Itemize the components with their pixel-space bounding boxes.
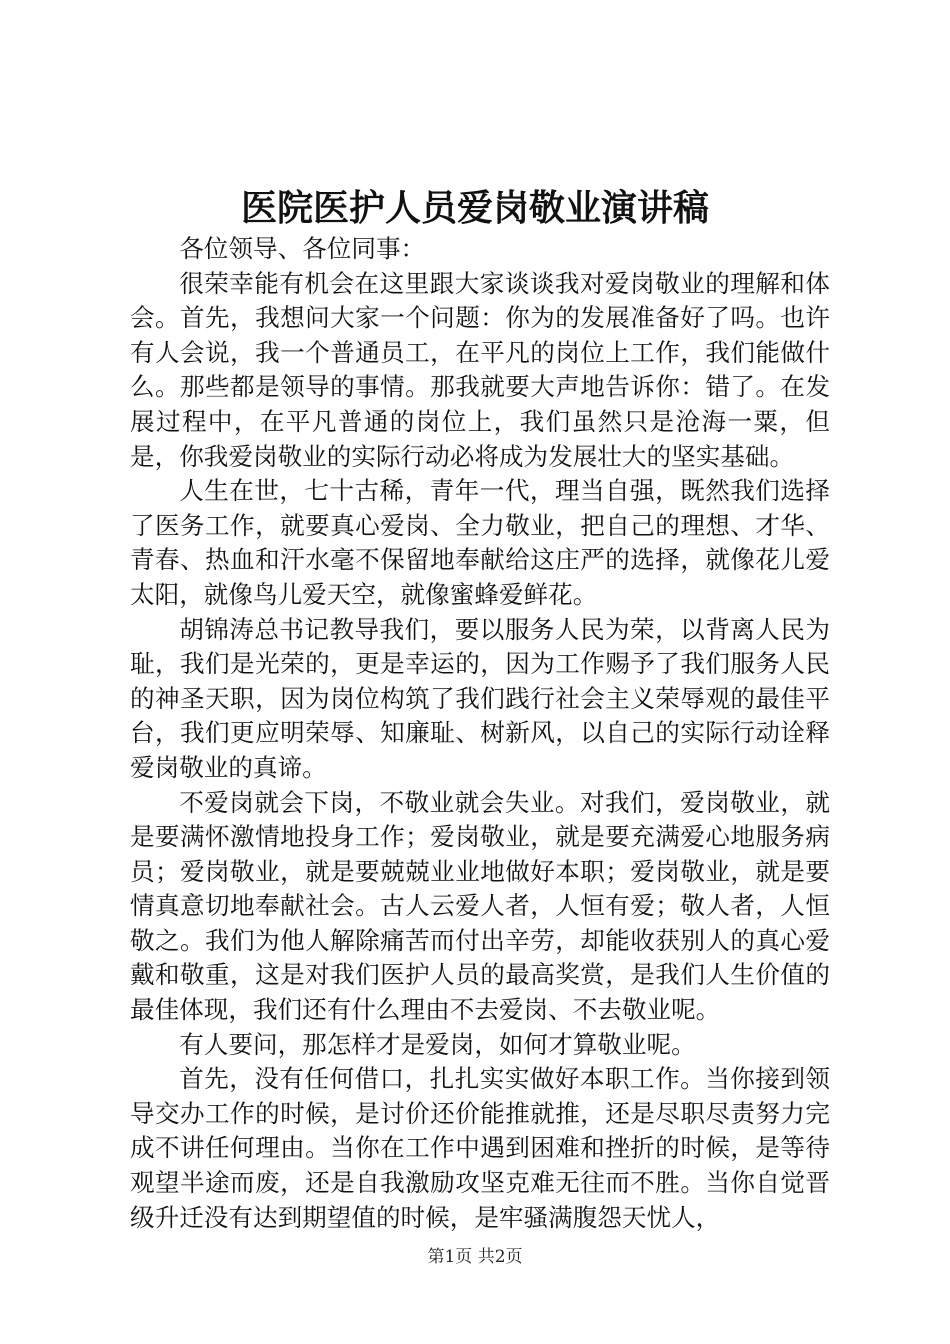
- paragraph: 人生在世，七十古稀，青年一代，理当自强，既然我们选择了医务工作，就要真心爱岗、全力敬业，把自己的理想、才华、青春、热血和汗水毫不保留地奉献给这庄严的选择，就像花儿爱太阳，就像鸟儿爱天空，就像蜜蜂爱鲜花。: [130, 476, 830, 609]
- document-body: [130, 232, 830, 1235]
- page-title: 医院医护人员爱岗敬业演讲稿: [240, 187, 709, 229]
- paragraph: 不爱岗就会下岗，不敬业就会失业。对我们，爱岗敬业，就是要满怀激情地投身工作；爱岗敬业，就是要充满爱心地服务病员；爱岗敬业，就是要兢兢业业地做好本职；爱岗敬业，就是要情真意切地奉献社会。古人云爱人者，人恒有爱；敬人者，人恒敬之。我们为他人解除痛苦而付出辛劳，却能收获别人的真心爱戴和敬重，这是对我们医护人员的最高奖赏，是我们人生价值的最佳体现，我们还有什么理由不去爱岗、不去敬业呢。: [130, 787, 830, 1025]
- paragraph: 有人要问，那怎样才是爱岗，如何才算敬业呢。: [179, 1029, 696, 1059]
- paragraph: 很荣幸能有机会在这里跟大家谈谈我对爱岗敬业的理解和体会。首先，我想问大家一个问题：你为的发展准备好了吗。也许有人会说，我一个普通员工，在平凡的岗位上工作，我们能做什么。那些都是领导的事情。那我就要大声地告诉你：错了。在发展过程中，在平凡普通的岗位上，我们虽然只是沧海一粟，但是，你我爱岗敬业的实际行动必将成为发展壮大的坚实基础。: [130, 268, 830, 471]
- paragraph-salutation: 各位领导、各位同事：: [179, 234, 426, 263]
- paragraph: 首先，没有任何借口，扎扎实实做好本职工作。当你接到领导交办工作的时候，是讨价还价能推就推，还是尽职尽责努力完成不讲任何理由。当你在工作中遇到困难和挫折的时候，是等待观望半途而废，还是自我激励攻坚克难无往而不胜。当你自觉晋级升迁没有达到期望值的时候，是牢骚满腹怨天忧人，: [130, 1064, 830, 1232]
- paragraph: 胡锦涛总书记教导我们，要以服务人民为荣，以背离人民为耻，我们是光荣的，更是幸运的，因为工作赐予了我们服务人民的神圣天职，因为岗位构筑了我们践行社会主义荣辱观的最佳平台，我们更应明荣辱、知廉耻、树新风，以自己的实际行动诠释爱岗敬业的真谛。: [130, 614, 830, 782]
- page-footer: 第1页 共2页: [427, 1247, 523, 1267]
